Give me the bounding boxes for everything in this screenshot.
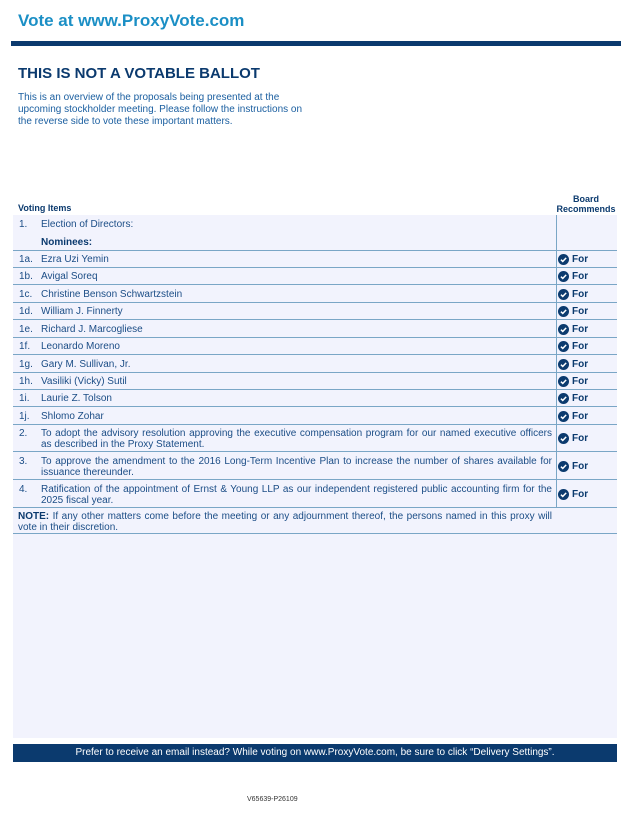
recommendation	[558, 306, 588, 317]
item-text: To approve the amendment to the 2016 Long-Term Incentive Plan to increase the number of shares available for issuance thereunder.	[41, 456, 552, 478]
item-number: 1d.	[19, 306, 33, 317]
item-number: 1i.	[19, 393, 30, 404]
recommendation	[558, 461, 588, 472]
table-row	[13, 320, 617, 338]
check-circle-icon	[558, 306, 569, 317]
item-number: 1.	[19, 219, 28, 230]
item-text: To adopt the advisory resolution approving the executive compensation program for our named executive officers as described in the Proxy Statement.	[41, 428, 552, 450]
recommendation-label: For	[572, 461, 589, 472]
recommendation-label: For	[572, 433, 589, 444]
recommendation	[558, 341, 588, 352]
item-number: 1b.	[19, 271, 33, 282]
item-text: William J. Finnerty	[41, 306, 123, 317]
check-circle-icon	[558, 489, 569, 500]
item-number: 1e.	[19, 324, 33, 335]
page-title: THIS IS NOT A VOTABLE BALLOT	[18, 65, 260, 82]
recommendation	[558, 376, 588, 387]
table-row	[13, 251, 617, 268]
voting-items-header: Voting Items	[18, 203, 72, 213]
check-circle-icon	[558, 376, 569, 387]
table-row	[13, 268, 617, 285]
check-circle-icon	[558, 341, 569, 352]
item-number: 1f.	[19, 341, 31, 352]
note-body: If any other matters come before the meeting or any adjournment thereof, the persons named in this proxy will vote in their discretion.	[18, 511, 552, 533]
recommendation-label: For	[572, 306, 589, 317]
document-code: V65639-P26109	[247, 796, 298, 803]
item-text: Vasiliki (Vicky) Sutil	[41, 376, 127, 387]
item-text: Leonardo Moreno	[41, 341, 120, 352]
table-row	[13, 452, 617, 480]
recommendation-label: For	[572, 289, 589, 300]
recommendation-label: For	[572, 411, 589, 422]
recommendation	[558, 393, 588, 404]
table-row	[13, 480, 617, 508]
item-text: Ratification of the appointment of Ernst & Young LLP as our independent registered public accounting firm for the 2025 fiscal year.	[41, 484, 552, 506]
item-number: 1a.	[19, 254, 33, 265]
recommendation	[558, 489, 588, 500]
item-number: 3.	[19, 456, 28, 467]
table-row	[13, 390, 617, 407]
recommendation-label: For	[572, 341, 589, 352]
recommendation-label: For	[572, 271, 589, 282]
item-text: Shlomo Zohar	[41, 411, 104, 422]
recommendation	[558, 254, 588, 265]
table-row	[13, 425, 617, 452]
check-circle-icon	[558, 411, 569, 422]
table-row	[13, 232, 617, 251]
table-row	[13, 338, 617, 355]
recommendation	[558, 359, 588, 370]
item-text: Richard J. Marcogliese	[41, 324, 143, 335]
item-number: 2.	[19, 428, 28, 439]
recommendation-label: For	[572, 393, 589, 404]
table-row	[13, 303, 617, 320]
check-circle-icon	[558, 461, 569, 472]
item-text: Christine Benson Schwartzstein	[41, 289, 183, 300]
check-circle-icon	[558, 359, 569, 370]
recommendation	[558, 271, 588, 282]
recommendation	[558, 289, 588, 300]
vote-header: Vote at www.ProxyVote.com	[18, 11, 245, 30]
email-delivery-banner: Prefer to receive an email instead? While voting on www.ProxyVote.com, be sure to click “Delivery Settings”.	[13, 744, 617, 762]
recommendation	[558, 411, 588, 422]
item-text: Gary M. Sullivan, Jr.	[41, 359, 131, 370]
recommendation-label: For	[572, 254, 589, 265]
table-row	[13, 215, 617, 232]
note-text	[18, 511, 552, 533]
table-row	[13, 373, 617, 390]
board-recommends-header: Board Recommends	[556, 194, 616, 214]
recommendation-label: For	[572, 489, 589, 500]
recommendation	[558, 324, 588, 335]
check-circle-icon	[558, 433, 569, 444]
table-row	[13, 355, 617, 373]
recommendation	[558, 433, 588, 444]
nominees-label: Nominees:	[41, 237, 93, 248]
item-number: 1g.	[19, 359, 33, 370]
item-number: 1c.	[19, 289, 33, 300]
check-circle-icon	[558, 393, 569, 404]
check-circle-icon	[558, 324, 569, 335]
recommendation-label: For	[572, 376, 589, 387]
recommendation-label: For	[572, 324, 589, 335]
intro-text: This is an overview of the proposals being presented at the upcoming stockholder meeting. Please follow the instructions on the reverse side to vote these important matters.	[18, 92, 303, 127]
item-text: Laurie Z. Tolson	[41, 393, 112, 404]
check-circle-icon	[558, 271, 569, 282]
note-label: NOTE:	[18, 511, 50, 522]
note-divider	[13, 533, 617, 534]
item-text: Avigal Soreq	[41, 271, 98, 282]
table-row	[13, 285, 617, 303]
table-row	[13, 407, 617, 425]
item-text: Ezra Uzi Yemin	[41, 254, 109, 265]
item-number: 4.	[19, 484, 28, 495]
check-circle-icon	[558, 289, 569, 300]
item-number: 1h.	[19, 376, 33, 387]
item-text: Election of Directors:	[41, 219, 134, 230]
check-circle-icon	[558, 254, 569, 265]
recommendation-label: For	[572, 359, 589, 370]
item-number: 1j.	[19, 411, 30, 422]
header-rule	[11, 41, 621, 46]
